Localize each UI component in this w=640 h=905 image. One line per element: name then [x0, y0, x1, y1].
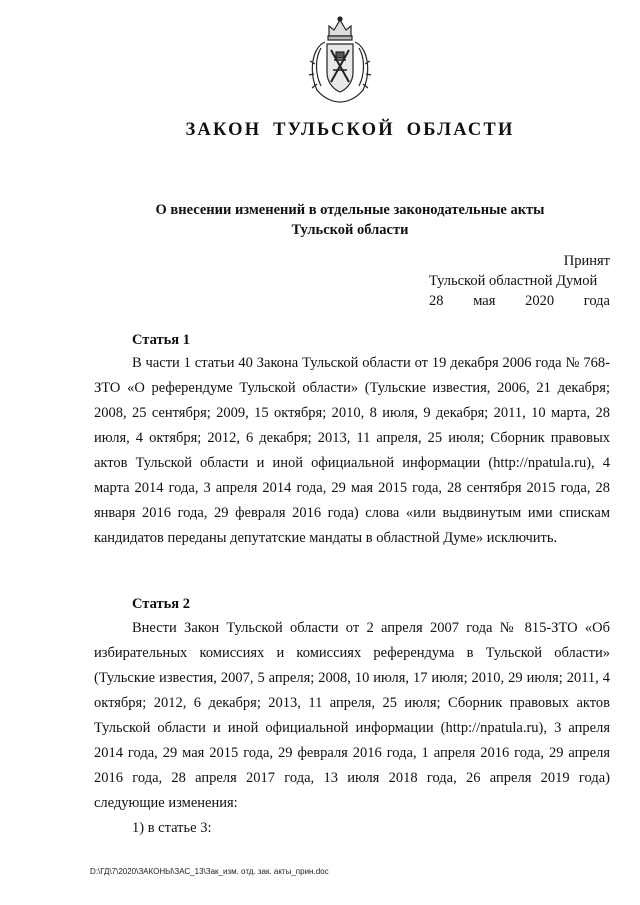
adoption-year: 2020	[525, 293, 555, 309]
adoption-day: 28	[429, 293, 444, 309]
adoption-block	[429, 251, 610, 311]
article-2-heading: Статья 2	[132, 596, 190, 612]
article-1-text: В части 1 статьи 40 Закона Тульской области от 19 декабря 2006 года № 768-ЗТО «О референдуме Тульской области» (Тульские известия, 2006, 21 декабря; 2008, 25 сентября; 2009, 15 октября; 2010, 8 июля, 9 декабря; 2011, 10 марта, 28 июля, 4 октября; 2012, 6 декабря; 2013, 11 апреля, 25 июля; Сборник правовых актов Тульской области и иной официальной информации (http://npatula.ru), 4 марта 2014 года, 3 апреля 2014 года, 29 мая 2015 года, 28 сентября 2015 года, 28 января 2016 года, 29 февраля 2016 года) слова «или выдвинутым ими спискам кандидатов переданы депутатские мандаты в областной Думе» исключить.	[94, 355, 610, 546]
law-subject-line-1: О внесении изменений в отдельные законодательные акты	[155, 202, 545, 218]
adoption-date	[429, 291, 610, 311]
adoption-month: мая	[473, 293, 496, 309]
law-subject-line-2: Тульской области	[291, 222, 409, 238]
law-subject	[0, 200, 640, 240]
article-1-heading: Статья 1	[132, 332, 190, 348]
adopted-label: Принят	[563, 253, 610, 269]
tula-coat-of-arms-emblem	[305, 14, 375, 106]
law-title: ЗАКОН ТУЛЬСКОЙ ОБЛАСТИ	[185, 120, 515, 140]
adopted-by: Тульской областной Думой	[429, 273, 598, 289]
article-2-item-1: 1) в статье 3:	[132, 820, 212, 836]
article-2-text: Внести Закон Тульской области от 2 апреля 2007 года № 815-ЗТО «Об избирательных комиссиях и комиссиях референдума в Тульской области» (Тульские известия, 2007, 5 апреля; 2008, 10 июля, 17 июля; 2010, 29 июля; 2011, 4 октября; 2012, 6 декабря; 2013, 11 апреля, 25 июля; Сборник правовых актов Тульской области и иной официальной информации (http://npatula.ru), 3 апреля 2014 года, 29 мая 2015 года, 29 февраля 2016 года, 1 апреля 2016 года, 29 апреля 2016 года, 28 апреля 2017 года, 13 июля 2018 года, 26 апреля 2019 года) следующие изменения: 1) в статье 3:	[94, 616, 610, 841]
file-path-footer: D:\ГД\7\2020\ЗАКОНЫ\ЗАС_13\Зак_изм. отд. зак. акты_прин.doc	[90, 867, 329, 876]
adoption-year-word: года	[583, 293, 610, 309]
